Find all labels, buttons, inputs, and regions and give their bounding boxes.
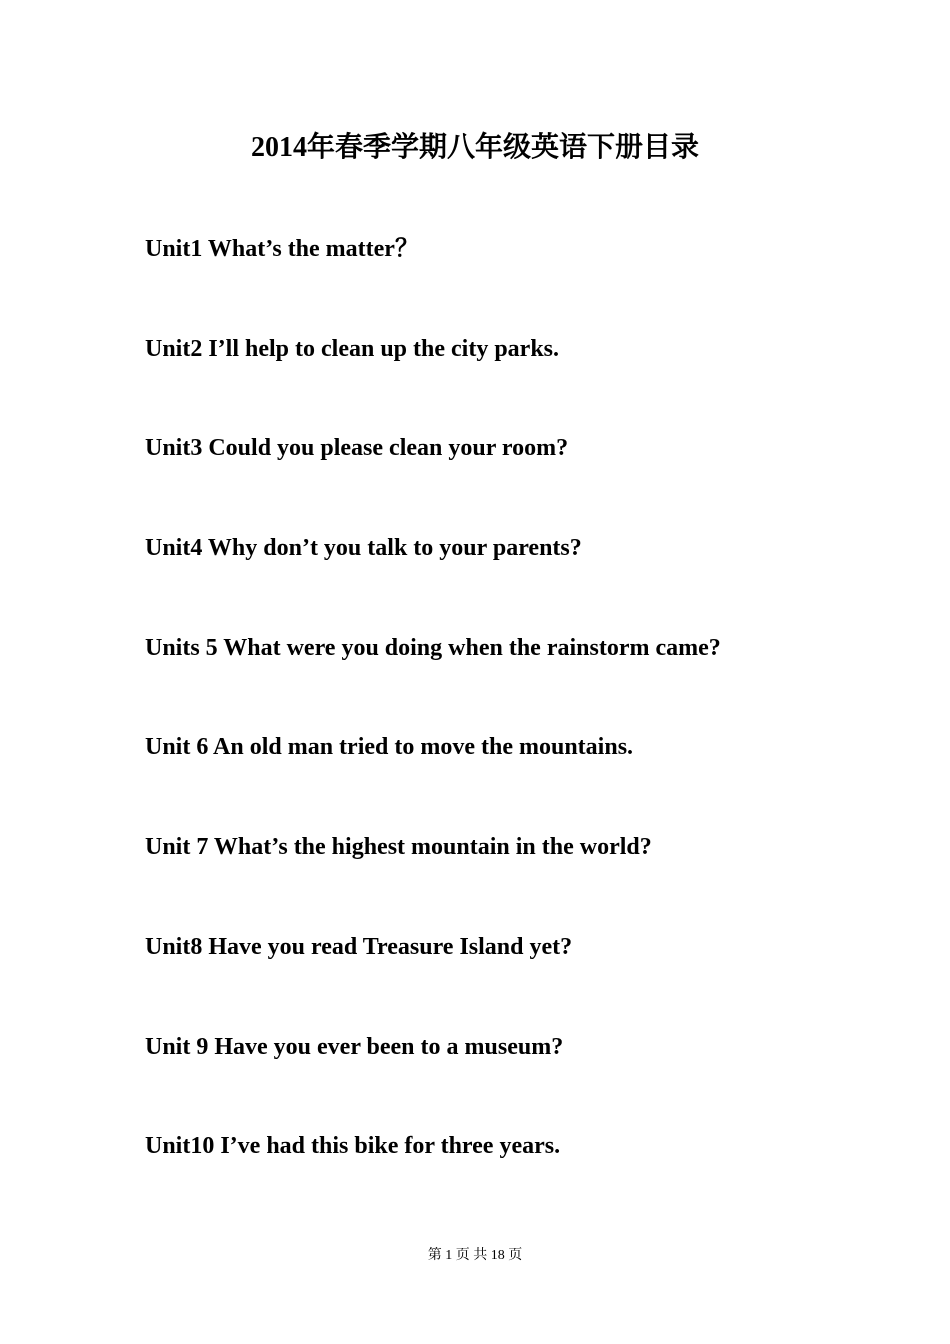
document-title: 2014年春季学期八年级英语下册目录 xyxy=(250,132,699,163)
toc-item-unit-8: Unit8 Have you read Treasure Island yet? xyxy=(145,933,573,960)
toc-item-unit-6: Unit 6 An old man tried to move the mountains. xyxy=(145,734,634,761)
toc-item-unit-4: Unit4 Why don’t you talk to your parents? xyxy=(145,535,582,562)
toc-item-unit-10: Unit10 I’ve had this bike for three years. xyxy=(145,1133,561,1160)
toc-item-unit-7: Unit 7 What’s the highest mountain in the world? xyxy=(145,834,652,861)
toc-item-unit-9: Unit 9 Have you ever been to a museum? xyxy=(145,1033,564,1060)
toc-item-unit-3: Unit3 Could you please clean your room? xyxy=(145,435,569,462)
page-footer: 第 1 页 共 18 页 xyxy=(427,1248,523,1263)
toc-item-unit-1: Unit1 What’s the matter？ xyxy=(145,236,419,262)
toc-item-unit-2: Unit2 I’ll help to clean up the city parks. xyxy=(145,335,560,362)
table-of-contents xyxy=(145,229,721,1226)
toc-item-unit-5: Units 5 What were you doing when the rainstorm came? xyxy=(145,634,721,661)
